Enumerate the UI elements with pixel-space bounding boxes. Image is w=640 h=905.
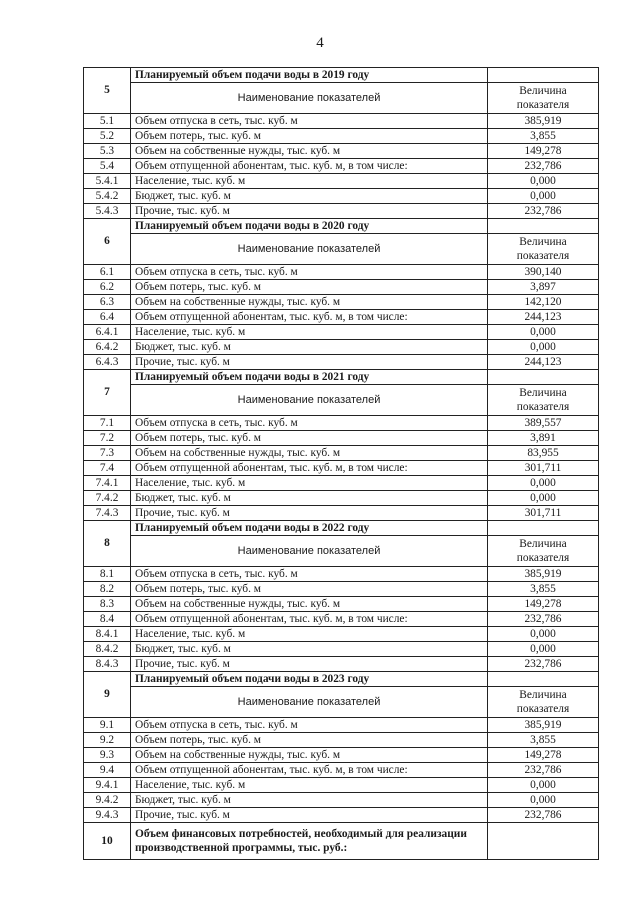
row-value: 149,278 [488, 144, 599, 159]
row-number: 9.2 [84, 733, 131, 748]
row-number: 5.4.1 [84, 174, 131, 189]
name-column-header: Наименование показателей [131, 234, 488, 265]
row-label: Бюджет, тыс. куб. м [131, 491, 488, 506]
row-value: 301,711 [488, 506, 599, 521]
table-row [84, 582, 599, 597]
value-column-header: Величина показателя [488, 536, 599, 567]
row-label: Бюджет, тыс. куб. м [131, 340, 488, 355]
row-value: 0,000 [488, 642, 599, 657]
table-row [84, 733, 599, 748]
row-number: 7.4 [84, 461, 131, 476]
row-label: Бюджет, тыс. куб. м [131, 189, 488, 204]
row-number: 7.4.3 [84, 506, 131, 521]
row-label: Население, тыс. куб. м [131, 627, 488, 642]
section-number: 8 [84, 521, 131, 567]
column-header-row [84, 687, 599, 718]
row-number: 8.4.3 [84, 657, 131, 672]
row-label: Прочие, тыс. куб. м [131, 808, 488, 823]
row-value: 389,557 [488, 416, 599, 431]
row-label: Бюджет, тыс. куб. м [131, 793, 488, 808]
section-value-empty [488, 219, 599, 234]
section-header-row [84, 672, 599, 687]
table-row [84, 612, 599, 627]
row-label: Объем на собственные нужды, тыс. куб. м [131, 295, 488, 310]
row-number: 6.3 [84, 295, 131, 310]
table-row [84, 340, 599, 355]
section-value [488, 823, 599, 860]
row-number: 6.1 [84, 265, 131, 280]
name-column-header: Наименование показателей [131, 687, 488, 718]
row-number: 9.4 [84, 763, 131, 778]
row-value: 390,140 [488, 265, 599, 280]
row-number: 5.2 [84, 129, 131, 144]
row-value: 232,786 [488, 657, 599, 672]
value-column-header: Величина показателя [488, 83, 599, 114]
column-header-row [84, 83, 599, 114]
row-value: 0,000 [488, 189, 599, 204]
row-value: 0,000 [488, 793, 599, 808]
table-row [84, 763, 599, 778]
row-label: Население, тыс. куб. м [131, 476, 488, 491]
table-row [84, 280, 599, 295]
row-value: 301,711 [488, 461, 599, 476]
row-value: 244,123 [488, 355, 599, 370]
row-value: 0,000 [488, 340, 599, 355]
name-column-header: Наименование показателей [131, 83, 488, 114]
table-row [84, 476, 599, 491]
row-label: Объем потерь, тыс. куб. м [131, 431, 488, 446]
row-number: 7.4.1 [84, 476, 131, 491]
section-number: 10 [84, 823, 131, 860]
row-label: Объем отпущенной абонентам, тыс. куб. м, в том числе: [131, 612, 488, 627]
row-number: 5.3 [84, 144, 131, 159]
row-number: 7.4.2 [84, 491, 131, 506]
table-row [84, 355, 599, 370]
section-value-empty [488, 521, 599, 536]
row-value: 385,919 [488, 718, 599, 733]
row-label: Объем потерь, тыс. куб. м [131, 733, 488, 748]
row-value: 3,891 [488, 431, 599, 446]
section-title: Планируемый объем подачи воды в 2020 году [131, 219, 488, 234]
final-section-row [84, 823, 599, 860]
row-number: 6.4.1 [84, 325, 131, 340]
indicators-table [83, 67, 599, 860]
row-number: 8.2 [84, 582, 131, 597]
row-number: 9.4.3 [84, 808, 131, 823]
table-row [84, 416, 599, 431]
row-value: 232,786 [488, 204, 599, 219]
row-number: 8.4.1 [84, 627, 131, 642]
value-column-header: Величина показателя [488, 385, 599, 416]
section-title: Планируемый объем подачи воды в 2021 году [131, 370, 488, 385]
value-column-header: Величина показателя [488, 234, 599, 265]
table-row [84, 461, 599, 476]
table-row [84, 808, 599, 823]
section-value-empty [488, 370, 599, 385]
name-column-header: Наименование показателей [131, 536, 488, 567]
table-row [84, 718, 599, 733]
table-row [84, 597, 599, 612]
row-value: 232,786 [488, 808, 599, 823]
row-label: Прочие, тыс. куб. м [131, 657, 488, 672]
row-label: Бюджет, тыс. куб. м [131, 642, 488, 657]
row-number: 8.1 [84, 567, 131, 582]
table-row [84, 114, 599, 129]
row-label: Объем на собственные нужды, тыс. куб. м [131, 597, 488, 612]
row-value: 149,278 [488, 748, 599, 763]
row-label: Объем отпущенной абонентам, тыс. куб. м, в том числе: [131, 763, 488, 778]
row-label: Объем отпущенной абонентам, тыс. куб. м, в том числе: [131, 461, 488, 476]
section-header-row [84, 370, 599, 385]
section-title: Планируемый объем подачи воды в 2019 году [131, 68, 488, 83]
row-label: Объем отпущенной абонентам, тыс. куб. м, в том числе: [131, 310, 488, 325]
row-value: 232,786 [488, 159, 599, 174]
row-value: 0,000 [488, 491, 599, 506]
row-label: Объем отпуска в сеть, тыс. куб. м [131, 114, 488, 129]
section-number: 7 [84, 370, 131, 416]
row-value: 3,855 [488, 582, 599, 597]
table-row [84, 642, 599, 657]
table-row [84, 627, 599, 642]
table-row [84, 310, 599, 325]
row-label: Прочие, тыс. куб. м [131, 204, 488, 219]
row-value: 3,897 [488, 280, 599, 295]
row-value: 232,786 [488, 763, 599, 778]
row-label: Объем потерь, тыс. куб. м [131, 280, 488, 295]
row-label: Объем на собственные нужды, тыс. куб. м [131, 446, 488, 461]
table-row [84, 189, 599, 204]
section-title: Планируемый объем подачи воды в 2022 году [131, 521, 488, 536]
table-row [84, 567, 599, 582]
row-label: Прочие, тыс. куб. м [131, 506, 488, 521]
row-label: Объем потерь, тыс. куб. м [131, 129, 488, 144]
table-row [84, 325, 599, 340]
row-number: 7.3 [84, 446, 131, 461]
row-label: Объем на собственные нужды, тыс. куб. м [131, 144, 488, 159]
table-row [84, 491, 599, 506]
row-value: 232,786 [488, 612, 599, 627]
section-header-row [84, 521, 599, 536]
row-number: 9.4.1 [84, 778, 131, 793]
table-row [84, 446, 599, 461]
section-number: 9 [84, 672, 131, 718]
row-value: 385,919 [488, 567, 599, 582]
table-row [84, 431, 599, 446]
row-number: 7.2 [84, 431, 131, 446]
table-row [84, 265, 599, 280]
section-value-empty [488, 68, 599, 83]
row-label: Прочие, тыс. куб. м [131, 355, 488, 370]
row-number: 6.4 [84, 310, 131, 325]
row-label: Объем отпущенной абонентам, тыс. куб. м, в том числе: [131, 159, 488, 174]
row-number: 7.1 [84, 416, 131, 431]
row-value: 0,000 [488, 778, 599, 793]
row-number: 8.4.2 [84, 642, 131, 657]
column-header-row [84, 234, 599, 265]
table-row [84, 295, 599, 310]
section-number: 5 [84, 68, 131, 114]
row-value: 0,000 [488, 476, 599, 491]
row-number: 9.1 [84, 718, 131, 733]
row-label: Объем отпуска в сеть, тыс. куб. м [131, 567, 488, 582]
row-number: 9.3 [84, 748, 131, 763]
table-row [84, 793, 599, 808]
row-number: 5.4.3 [84, 204, 131, 219]
row-number: 8.3 [84, 597, 131, 612]
row-number: 5.4 [84, 159, 131, 174]
row-number: 8.4 [84, 612, 131, 627]
row-number: 5.1 [84, 114, 131, 129]
row-number: 5.4.2 [84, 189, 131, 204]
table-row [84, 778, 599, 793]
page-number: 4 [316, 35, 324, 51]
section-title: Планируемый объем подачи воды в 2023 году [131, 672, 488, 687]
row-label: Объем отпуска в сеть, тыс. куб. м [131, 265, 488, 280]
table-row [84, 657, 599, 672]
row-number: 9.4.2 [84, 793, 131, 808]
table-row [84, 159, 599, 174]
section-value-empty [488, 672, 599, 687]
column-header-row [84, 536, 599, 567]
section-header-row [84, 219, 599, 234]
row-number: 6.4.2 [84, 340, 131, 355]
row-label: Объем на собственные нужды, тыс. куб. м [131, 748, 488, 763]
row-label: Объем отпуска в сеть, тыс. куб. м [131, 718, 488, 733]
name-column-header: Наименование показателей [131, 385, 488, 416]
row-label: Население, тыс. куб. м [131, 778, 488, 793]
row-value: 0,000 [488, 174, 599, 189]
row-label: Население, тыс. куб. м [131, 174, 488, 189]
table-row [84, 204, 599, 219]
row-value: 149,278 [488, 597, 599, 612]
row-value: 0,000 [488, 627, 599, 642]
row-label: Население, тыс. куб. м [131, 325, 488, 340]
row-value: 3,855 [488, 733, 599, 748]
column-header-row [84, 385, 599, 416]
table-row [84, 506, 599, 521]
row-value: 3,855 [488, 129, 599, 144]
value-column-header: Величина показателя [488, 687, 599, 718]
section-header-row [84, 68, 599, 83]
table-row [84, 174, 599, 189]
row-label: Объем потерь, тыс. куб. м [131, 582, 488, 597]
table-row [84, 144, 599, 159]
table-row [84, 748, 599, 763]
section-number: 6 [84, 219, 131, 265]
row-label: Объем отпуска в сеть, тыс. куб. м [131, 416, 488, 431]
row-value: 244,123 [488, 310, 599, 325]
row-value: 0,000 [488, 325, 599, 340]
row-number: 6.4.3 [84, 355, 131, 370]
row-value: 142,120 [488, 295, 599, 310]
section-title: Объем финансовых потребностей, необходимый для реализации производственной программы, тыс. руб.: [131, 823, 488, 860]
table-row [84, 129, 599, 144]
row-value: 385,919 [488, 114, 599, 129]
row-number: 6.2 [84, 280, 131, 295]
row-value: 83,955 [488, 446, 599, 461]
